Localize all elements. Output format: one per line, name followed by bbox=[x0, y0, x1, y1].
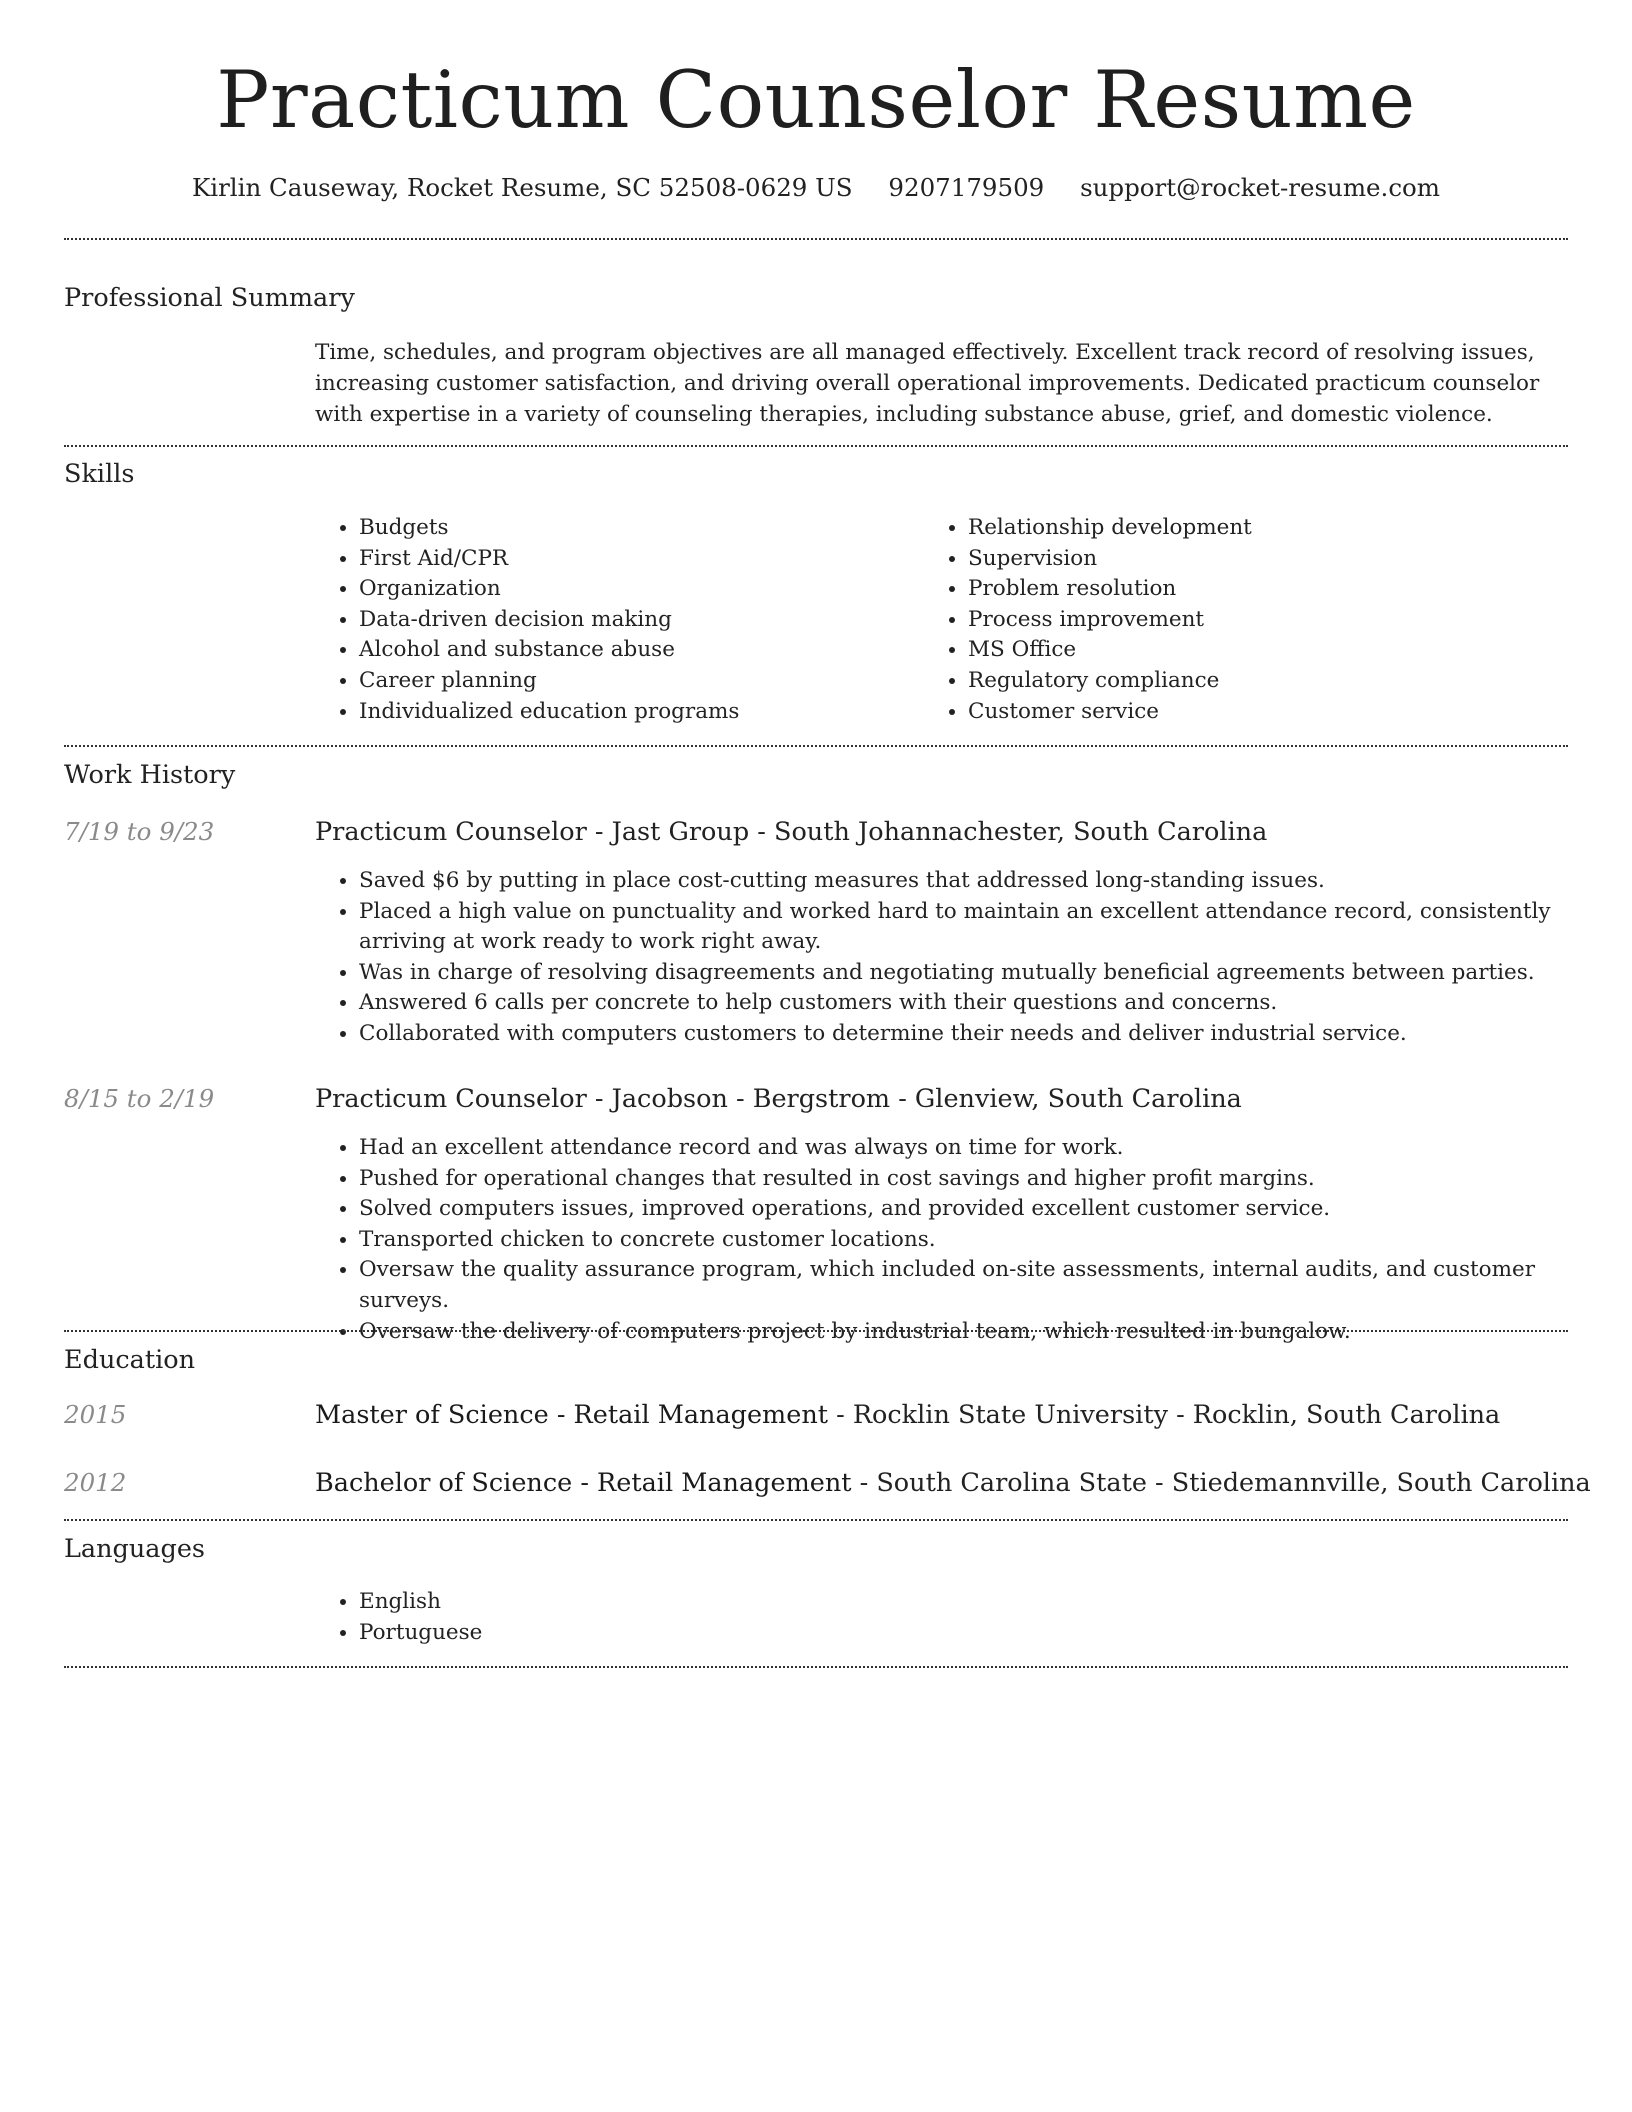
section-divider bbox=[64, 238, 1568, 240]
skills-heading: Skills bbox=[64, 459, 135, 489]
education-entry bbox=[315, 1398, 1500, 1432]
job-duty: • Answered 6 calls per concrete to help customers with their questions and concerns. bbox=[359, 988, 1569, 1019]
contact-line bbox=[64, 170, 1568, 206]
summary-heading: Professional Summary bbox=[64, 283, 355, 313]
job-duty: • Oversaw the quality assurance program, which included on-site assessments, internal audits, and customer surveys. bbox=[359, 1255, 1599, 1316]
languages-heading: Languages bbox=[64, 1534, 206, 1564]
contact-email: support@rocket-resume.com bbox=[1080, 173, 1441, 202]
language-item: • Portuguese bbox=[359, 1618, 959, 1649]
education-school: - South Carolina State - Stiedemannville, South Carolina bbox=[851, 1468, 1591, 1498]
education-degree: Master of Science - Retail Management bbox=[315, 1400, 829, 1430]
job-duty: • Solved computers issues, improved operations, and provided excellent customer service. bbox=[359, 1194, 1599, 1225]
skill-item: • Career planning bbox=[359, 666, 919, 697]
job-duties-list bbox=[315, 1133, 1599, 1347]
job-dates: 8/15 to 2/19 bbox=[64, 1084, 215, 1113]
work-heading: Work History bbox=[64, 760, 236, 790]
education-year: 2015 bbox=[64, 1400, 127, 1429]
skill-item: • Organization bbox=[359, 574, 919, 605]
skill-item: • MS Office bbox=[968, 635, 1568, 666]
skill-item: • Process improvement bbox=[968, 605, 1568, 636]
resume-title: Practicum Counselor Resume bbox=[216, 54, 1416, 146]
section-divider bbox=[64, 745, 1568, 747]
job-duties-list bbox=[315, 866, 1569, 1050]
education-school: - Rocklin State University - Rocklin, South Carolina bbox=[828, 1400, 1501, 1430]
skill-item: • First Aid/CPR bbox=[359, 544, 919, 575]
section-divider bbox=[64, 1330, 1568, 1332]
job-title: Practicum Counselor - Jacobson - Bergstrom - Glenview, South Carolina bbox=[315, 1084, 1242, 1114]
education-degree: Bachelor of Science - Retail Management bbox=[315, 1468, 852, 1498]
job-dates: 7/19 to 9/23 bbox=[64, 817, 215, 846]
section-divider bbox=[64, 1666, 1568, 1668]
skill-item: • Problem resolution bbox=[968, 574, 1568, 605]
skills-list-right bbox=[924, 513, 1568, 727]
skill-item: • Regulatory compliance bbox=[968, 666, 1568, 697]
job-duty: • Transported chicken to concrete customer locations. bbox=[359, 1225, 1599, 1256]
skill-item: • Individualized education programs bbox=[359, 697, 919, 728]
languages-list bbox=[315, 1587, 959, 1648]
language-item: • English bbox=[359, 1587, 959, 1618]
job-duty: • Placed a high value on punctuality and worked hard to maintain an excellent attendance record, consistently arriving at work ready to work right away. bbox=[359, 897, 1569, 958]
job-title: Practicum Counselor - Jast Group - South Johannachester, South Carolina bbox=[315, 817, 1268, 847]
section-divider bbox=[64, 445, 1568, 447]
job-duty: • Had an excellent attendance record and was always on time for work. bbox=[359, 1133, 1599, 1164]
skill-item: • Budgets bbox=[359, 513, 919, 544]
education-heading: Education bbox=[64, 1345, 196, 1375]
skills-list-left bbox=[315, 513, 919, 727]
skill-item: • Customer service bbox=[968, 697, 1568, 728]
job-duty: • Collaborated with computers customers to determine their needs and deliver industrial service. bbox=[359, 1019, 1569, 1050]
education-year: 2012 bbox=[64, 1468, 127, 1497]
job-duty: • Oversaw the delivery of computers project by industrial team, which resulted in bungalow. bbox=[359, 1317, 1599, 1348]
job-duty: • Was in charge of resolving disagreements and negotiating mutually beneficial agreements between parties. bbox=[359, 958, 1569, 989]
contact-phone: 9207179509 bbox=[888, 173, 1045, 202]
contact-address: Kirlin Causeway, Rocket Resume, SC 52508-0629 US bbox=[191, 173, 853, 202]
skill-item: • Supervision bbox=[968, 544, 1568, 575]
skill-item: • Data-driven decision making bbox=[359, 605, 919, 636]
section-divider bbox=[64, 1519, 1568, 1521]
skill-item: • Alcohol and substance abuse bbox=[359, 635, 919, 666]
job-duty: • Saved $6 by putting in place cost-cutting measures that addressed long-standing issues. bbox=[359, 866, 1569, 897]
job-duty: • Pushed for operational changes that resulted in cost savings and higher profit margins. bbox=[359, 1164, 1599, 1195]
education-entry bbox=[315, 1466, 1591, 1500]
summary-text: Time, schedules, and program objectives are all managed effectively. Excellent track record of resolving issues, increasing customer satisfaction, and driving overall operational improvements. Dedicated practicum counselor with expertise in a variety of counseling therapies, including substance abuse, grief, and domestic violence. bbox=[315, 340, 1540, 427]
skill-item: • Relationship development bbox=[968, 513, 1568, 544]
